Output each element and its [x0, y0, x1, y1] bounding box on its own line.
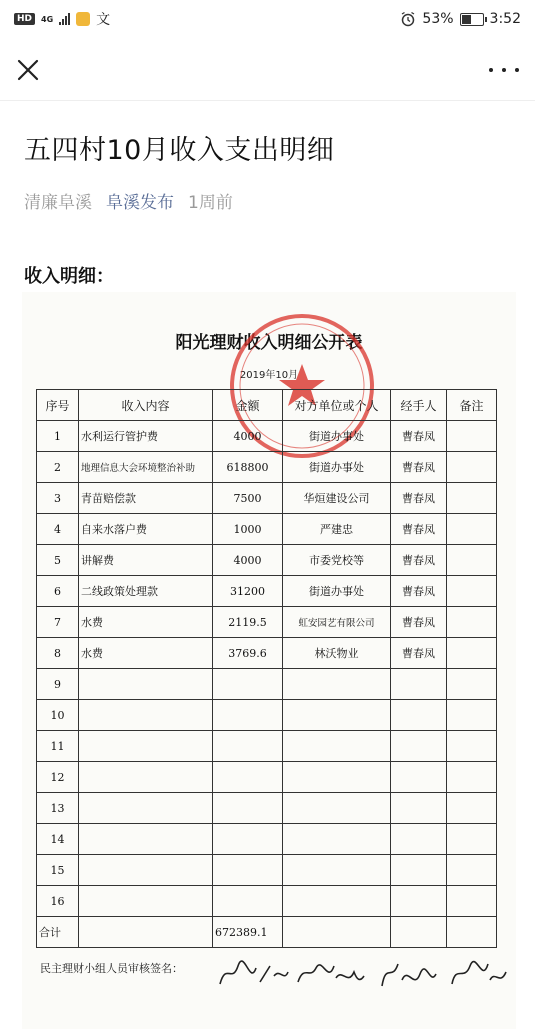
- amount-cell: 1000: [213, 514, 283, 545]
- amount-cell: 31200: [213, 576, 283, 607]
- row-number-cell: 7: [37, 607, 79, 638]
- notification-glyph: 文: [96, 12, 111, 28]
- battery-level: [462, 15, 472, 24]
- income-content-cell: [79, 886, 213, 917]
- notification-app-icon: [76, 12, 90, 26]
- income-content-cell: [79, 793, 213, 824]
- amount-cell: 4000: [213, 545, 283, 576]
- handler-cell: 曹春凤: [391, 483, 447, 514]
- note-cell: [447, 514, 497, 545]
- note-cell: [447, 545, 497, 576]
- row-number-cell: 3: [37, 483, 79, 514]
- article-author: 清廉阜溪: [24, 193, 92, 213]
- note-cell: [447, 638, 497, 669]
- column-header: 备注: [447, 390, 497, 421]
- nav-bar: [0, 44, 535, 98]
- row-number-cell: 9: [37, 669, 79, 700]
- row-number-cell: 12: [37, 762, 79, 793]
- table-row: [37, 576, 497, 607]
- table-row: [37, 545, 497, 576]
- amount-cell: 618800: [213, 452, 283, 483]
- row-number-cell: 8: [37, 638, 79, 669]
- income-content-cell: 水费: [79, 638, 213, 669]
- close-icon[interactable]: [14, 56, 42, 84]
- income-content-cell: 讲解费: [79, 545, 213, 576]
- table-row: [37, 483, 497, 514]
- note-cell: [447, 855, 497, 886]
- handler-cell: 曹春凤: [391, 545, 447, 576]
- table-row: [37, 855, 497, 886]
- handler-cell: [391, 731, 447, 762]
- income-content-cell: 二线政策处理款: [79, 576, 213, 607]
- battery-icon: [460, 13, 484, 26]
- row-number-cell: 5: [37, 545, 79, 576]
- amount-cell: [213, 669, 283, 700]
- status-bar-right: [400, 11, 521, 27]
- table-row: [37, 452, 497, 483]
- income-content-cell: [79, 855, 213, 886]
- income-content-cell: 地理信息大会环境整治补助: [79, 452, 213, 483]
- table-row: [37, 607, 497, 638]
- note-cell: [447, 669, 497, 700]
- note-cell: [447, 576, 497, 607]
- amount-cell: [213, 855, 283, 886]
- counterparty-cell: [283, 731, 391, 762]
- section-heading: 收入明细：: [24, 266, 114, 287]
- counterparty-cell: 华烜建设公司: [283, 483, 391, 514]
- table-row: [37, 638, 497, 669]
- column-header: 收入内容: [79, 390, 213, 421]
- counterparty-cell: 严建忠: [283, 514, 391, 545]
- account-link[interactable]: 阜溪发布: [106, 193, 174, 213]
- counterparty-cell: 林沃物业: [283, 638, 391, 669]
- publish-time: 1周前: [188, 193, 233, 213]
- handler-cell: 曹春凤: [391, 607, 447, 638]
- table-header-row: [37, 390, 497, 421]
- amount-cell: [213, 824, 283, 855]
- column-header: 经手人: [391, 390, 447, 421]
- amount-cell: 3769.6: [213, 638, 283, 669]
- alarm-icon: [400, 11, 416, 27]
- income-content-cell: 水利运行管护费: [79, 421, 213, 452]
- note-cell: [447, 824, 497, 855]
- more-dots-icon[interactable]: [489, 56, 519, 84]
- handler-cell: [391, 762, 447, 793]
- table-row: [37, 700, 497, 731]
- income-content-cell: [79, 824, 213, 855]
- counterparty-cell: 虹安园艺有限公司: [283, 607, 391, 638]
- column-header: 对方单位或个人: [283, 390, 391, 421]
- amount-cell: 4000: [213, 421, 283, 452]
- amount-cell: [213, 700, 283, 731]
- income-content-cell: [79, 700, 213, 731]
- note-cell: [447, 886, 497, 917]
- counterparty-cell: [283, 700, 391, 731]
- income-content-cell: [79, 669, 213, 700]
- clock: 3:52: [489, 11, 521, 27]
- counterparty-cell: [283, 824, 391, 855]
- network-type: 4G: [41, 14, 54, 24]
- note-cell: [447, 421, 497, 452]
- counterparty-cell: [283, 855, 391, 886]
- total-empty-cell: [391, 917, 447, 948]
- handler-cell: [391, 700, 447, 731]
- row-number-cell: 16: [37, 886, 79, 917]
- table-row: [37, 669, 497, 700]
- total-empty-cell: [447, 917, 497, 948]
- network-badge: HD: [14, 13, 35, 25]
- counterparty-cell: [283, 886, 391, 917]
- handler-cell: [391, 793, 447, 824]
- handler-cell: 曹春凤: [391, 452, 447, 483]
- nav-divider: [0, 100, 535, 101]
- battery-percent: 53%: [422, 11, 454, 27]
- income-content-cell: 青苗赔偿款: [79, 483, 213, 514]
- row-number-cell: 6: [37, 576, 79, 607]
- table-row: [37, 886, 497, 917]
- income-table: [36, 389, 497, 948]
- row-number-cell: 2: [37, 452, 79, 483]
- row-number-cell: 15: [37, 855, 79, 886]
- amount-cell: [213, 762, 283, 793]
- total-row: [37, 917, 497, 948]
- total-empty-cell: [79, 917, 213, 948]
- row-number-cell: 14: [37, 824, 79, 855]
- income-content-cell: [79, 762, 213, 793]
- note-cell: [447, 452, 497, 483]
- handler-cell: 曹春凤: [391, 421, 447, 452]
- note-cell: [447, 762, 497, 793]
- income-content-cell: 水费: [79, 607, 213, 638]
- close-button[interactable]: [14, 56, 42, 84]
- document-title: 阳光理财收入明细公开表: [175, 333, 363, 353]
- amount-cell: 2119.5: [213, 607, 283, 638]
- counterparty-cell: [283, 762, 391, 793]
- handler-cell: 曹春凤: [391, 638, 447, 669]
- counterparty-cell: [283, 793, 391, 824]
- table-row: [37, 824, 497, 855]
- status-bar: [0, 0, 535, 38]
- counterparty-cell: 街道办事处: [283, 576, 391, 607]
- column-header: 金额: [213, 390, 283, 421]
- income-content-cell: 自来水落户费: [79, 514, 213, 545]
- total-label: 合计: [37, 917, 79, 948]
- counterparty-cell: 街道办事处: [283, 452, 391, 483]
- amount-cell: [213, 886, 283, 917]
- handler-cell: 曹春凤: [391, 514, 447, 545]
- scanned-document-image: [22, 292, 516, 1029]
- note-cell: [447, 731, 497, 762]
- row-number-cell: 10: [37, 700, 79, 731]
- amount-cell: 7500: [213, 483, 283, 514]
- row-number-cell: 1: [37, 421, 79, 452]
- article-meta: [24, 188, 233, 213]
- counterparty-cell: 街道办事处: [283, 421, 391, 452]
- handwritten-signatures: [216, 954, 516, 994]
- counterparty-cell: [283, 669, 391, 700]
- note-cell: [447, 483, 497, 514]
- note-cell: [447, 793, 497, 824]
- handler-cell: [391, 886, 447, 917]
- handler-cell: [391, 824, 447, 855]
- signature-row: [36, 960, 506, 994]
- counterparty-cell: 市委党校等: [283, 545, 391, 576]
- handler-cell: [391, 669, 447, 700]
- status-bar-left: [14, 9, 110, 29]
- row-number-cell: 4: [37, 514, 79, 545]
- note-cell: [447, 607, 497, 638]
- article-title: 五四村10月收入支出明细: [24, 135, 335, 166]
- row-number-cell: 13: [37, 793, 79, 824]
- handler-cell: [391, 855, 447, 886]
- document-date: 2019年10月: [239, 370, 299, 381]
- total-empty-cell: [283, 917, 391, 948]
- amount-cell: [213, 793, 283, 824]
- amount-cell: [213, 731, 283, 762]
- income-content-cell: [79, 731, 213, 762]
- total-amount: 672389.1: [213, 917, 283, 948]
- signal-bars-icon: [59, 13, 70, 25]
- note-cell: [447, 700, 497, 731]
- signature-label: 民主理财小组人员审核签名：: [40, 962, 183, 975]
- handler-cell: 曹春凤: [391, 576, 447, 607]
- table-row: [37, 793, 497, 824]
- row-number-cell: 11: [37, 731, 79, 762]
- column-header: 序号: [37, 390, 79, 421]
- table-row: [37, 421, 497, 452]
- table-row: [37, 514, 497, 545]
- table-row: [37, 762, 497, 793]
- table-row: [37, 731, 497, 762]
